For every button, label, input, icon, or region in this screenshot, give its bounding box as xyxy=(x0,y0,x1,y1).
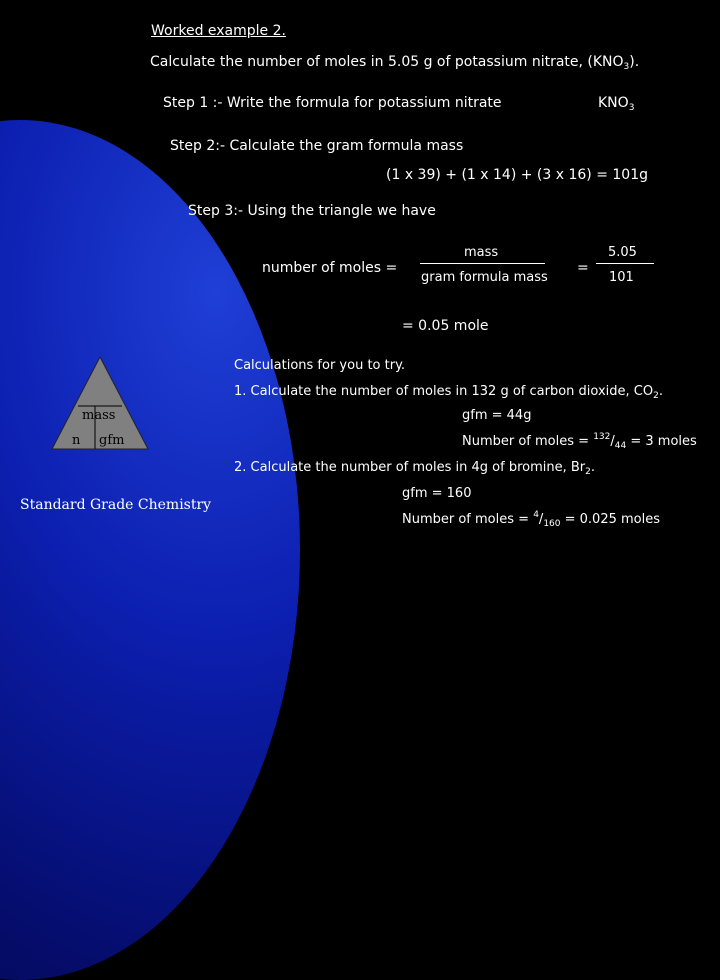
practice-heading: Calculations for you to try. xyxy=(234,358,406,373)
value-denominator: 101 xyxy=(609,270,634,285)
moles-lhs: number of moles = xyxy=(262,260,398,276)
practice-q1-answer-text: Number of moles = xyxy=(462,434,594,449)
practice-q2-end: . xyxy=(590,460,595,475)
triangle-mass-label: mass xyxy=(82,408,116,423)
practice-q2-answer xyxy=(402,510,660,529)
step1-formula-subscript: 3 xyxy=(628,103,635,113)
practice-q2-answer-numerator: 4 xyxy=(533,510,539,520)
step1-label: Step 1 :- Write the formula for potassium nitrate xyxy=(163,95,502,111)
triangle-n-label: n xyxy=(72,433,81,448)
question-end: ). xyxy=(629,54,640,70)
fraction-bar xyxy=(420,263,545,264)
practice-q1-answer-numerator: 132 xyxy=(593,432,611,442)
step2-calc: (1 x 39) + (1 x 14) + (3 x 16) = 101g xyxy=(386,167,648,183)
practice-q2-answer-result: = 0.025 moles xyxy=(560,512,661,527)
step1-formula xyxy=(598,95,634,113)
fraction-denominator: gram formula mass xyxy=(421,270,548,285)
footer-text: Standard Grade Chemistry xyxy=(20,497,212,513)
practice-q1-end: . xyxy=(658,384,663,399)
worked-example-title: Worked example 2. xyxy=(151,23,286,39)
value-numerator: 5.05 xyxy=(608,245,637,260)
step3-label: Step 3:- Using the triangle we have xyxy=(188,203,436,219)
question-subscript: 3 xyxy=(623,62,630,72)
result: = 0.05 mole xyxy=(402,318,489,334)
fraction-numerator: mass xyxy=(464,245,499,260)
practice-q1-answer-slash: / xyxy=(610,434,615,449)
step2-label: Step 2:- Calculate the gram formula mass xyxy=(170,138,464,154)
practice-q1-answer xyxy=(462,432,697,451)
practice-q1 xyxy=(234,384,663,401)
practice-q2 xyxy=(234,460,595,477)
practice-q1-subscript: 2 xyxy=(653,391,659,401)
practice-q2-answer-slash: / xyxy=(538,512,544,527)
practice-q2-gfm: gfm = 160 xyxy=(402,486,472,501)
practice-q1-text: 1. Calculate the number of moles in 132 g of carbon dioxide, CO xyxy=(234,384,654,399)
practice-q2-text: 2. Calculate the number of moles in 4g of bromine, Br xyxy=(234,460,586,475)
practice-q2-subscript: 2 xyxy=(585,467,591,477)
background-swoosh xyxy=(0,120,300,980)
step1-formula-text: KNO xyxy=(598,95,629,111)
practice-q1-gfm: gfm = 44g xyxy=(462,408,532,423)
question-text: Calculate the number of moles in 5.05 g of potassium nitrate, (KNO xyxy=(150,54,624,70)
triangle-gfm-label: gfm xyxy=(99,433,125,448)
value-fraction-bar xyxy=(596,263,654,264)
practice-q1-answer-denominator: 44 xyxy=(614,441,627,451)
question xyxy=(150,54,639,72)
practice-q1-answer-result: = 3 moles xyxy=(626,434,697,449)
practice-q2-answer-text: Number of moles = xyxy=(402,512,534,527)
practice-q2-answer-denominator: 160 xyxy=(543,519,561,529)
equals-sign: = xyxy=(577,260,589,276)
